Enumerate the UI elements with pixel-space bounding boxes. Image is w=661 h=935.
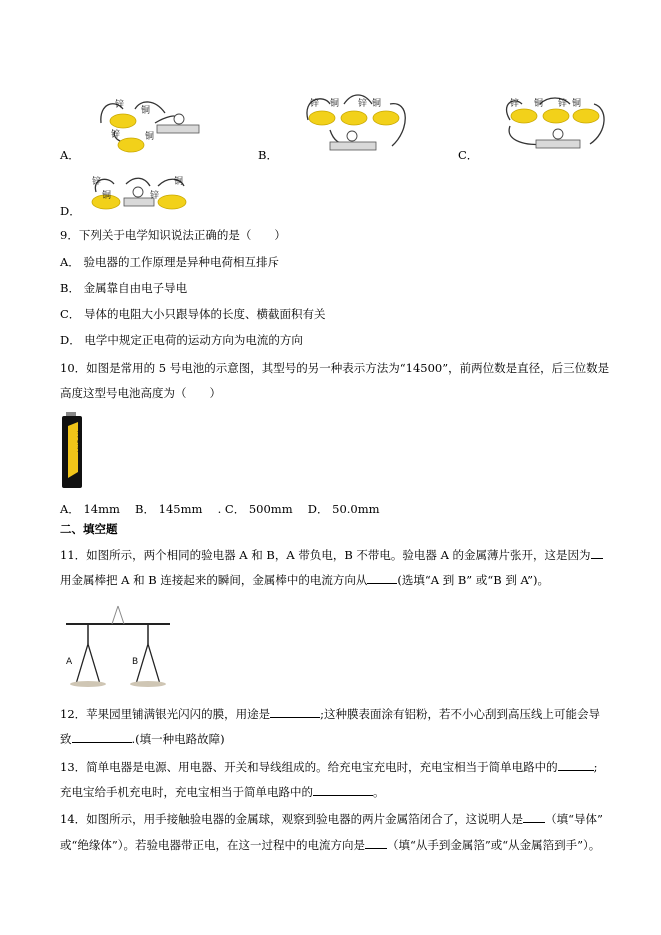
figure-b-lemon-circuit <box>300 90 412 156</box>
q13-line2: 充电宝给手机充电时，充电宝相当于简单电路中的 。 <box>60 785 385 799</box>
q13-line1: 13．简单电器是电源、用电器、开关和导线组成的。给充电宝充电时，充电宝相当于简单电路中的 ; <box>60 760 598 774</box>
section-title: 二、填空题 <box>60 522 118 536</box>
option-c-label: C． <box>458 148 479 162</box>
q14-blank-1[interactable] <box>523 810 545 823</box>
svg-text:锌: 锌 <box>358 99 368 109</box>
option-a-label: A． <box>60 148 80 162</box>
q9-option-d: D． 电学中规定正电荷的运动方向为电流的方向 <box>60 333 303 347</box>
q9-option-c: C． 导体的电阻大小只跟导体的长度、横截面积有关 <box>60 307 326 321</box>
q12-blank-1[interactable] <box>270 705 320 718</box>
svg-text:铜: 铜 <box>102 191 112 201</box>
svg-text:铜: 铜 <box>141 106 151 116</box>
q9-option-a: A． 验电器的工作原理是异种电荷相互排斥 <box>60 255 279 269</box>
figure-d-lemon-circuit <box>88 172 190 214</box>
q11-line1: 11．如图所示，两个相同的验电器 A 和 B，A 带负电，B 不带电。验电器 A 的金属薄片张开，这是因为 <box>60 546 603 563</box>
svg-text:锌: 锌 <box>115 100 125 110</box>
svg-text:铜: 铜 <box>572 99 582 109</box>
figure-c-lemon-circuit <box>500 92 610 156</box>
q14-line1: 14．如图所示，用手接触验电器的金属球，观察到验电器的两片金属箔闭合了，这说明人是 （填“导体” <box>60 812 603 826</box>
svg-text:锌: 锌 <box>92 177 102 187</box>
svg-text:铜: 铜 <box>534 99 544 109</box>
q11-blank-2[interactable] <box>367 571 397 584</box>
svg-text:锌: 锌 <box>558 99 568 109</box>
svg-text:VHDAK: VHDAK <box>77 430 84 452</box>
q9-stem: 9．下列关于电学知识说法正确的是（ ） <box>60 228 286 242</box>
q10-options: A． 14mm B． 145mm . C． 500mm D． 50.0mm <box>60 502 380 516</box>
svg-text:铜: 铜 <box>174 177 184 187</box>
svg-text:铜: 铜 <box>145 132 155 142</box>
q12-line2: 致 .(填一种电路故障) <box>60 732 225 746</box>
q9-option-b: B． 金属靠自由电子导电 <box>60 281 188 295</box>
svg-text:A: A <box>66 657 73 667</box>
option-d-label: D． <box>60 204 81 218</box>
q11-blank-1[interactable] <box>591 546 603 559</box>
option-b-label: B． <box>258 148 278 162</box>
q13-blank-2[interactable] <box>313 783 373 796</box>
q10-stem-line2: 高度这型号电池高度为（ ） <box>60 386 221 400</box>
q10-stem-line1: 10．如图是常用的 5 号电池的示意图，其型号的另一种表示方法为“14500”，前两位数是直径，后三位数是 <box>60 361 610 375</box>
svg-text:锌: 锌 <box>510 99 520 109</box>
q12-line1: 12．苹果园里铺满银光闪闪的膜，用途是 ;这种膜表面涂有铝粉，若不小心刮到高压线上可能会导 <box>60 707 601 721</box>
battery-figure <box>60 412 84 490</box>
svg-text:锌: 锌 <box>111 130 121 140</box>
svg-text:B: B <box>132 657 139 667</box>
svg-text:锌: 锌 <box>150 191 160 201</box>
q14-line2: 或“绝缘体”）。若验电器带正电，在这一过程中的电流方向是 （填“从手到金属箔”或“从金属箔到手”）。 <box>60 838 601 852</box>
svg-text:铜: 铜 <box>372 99 382 109</box>
electroscope-figure <box>62 598 174 688</box>
q11-line2: 用金属棒把 A 和 B 连接起来的瞬间，金属棒中的电流方向从 (选填“A 到 B” 或“B 到 A”)。 <box>60 573 549 587</box>
q14-blank-2[interactable] <box>365 836 387 849</box>
q12-blank-2[interactable] <box>72 730 132 743</box>
svg-text:锌: 锌 <box>310 99 320 109</box>
figure-a-lemon-circuit <box>95 95 205 157</box>
q13-blank-1[interactable] <box>558 758 594 771</box>
svg-text:铜: 铜 <box>330 99 340 109</box>
